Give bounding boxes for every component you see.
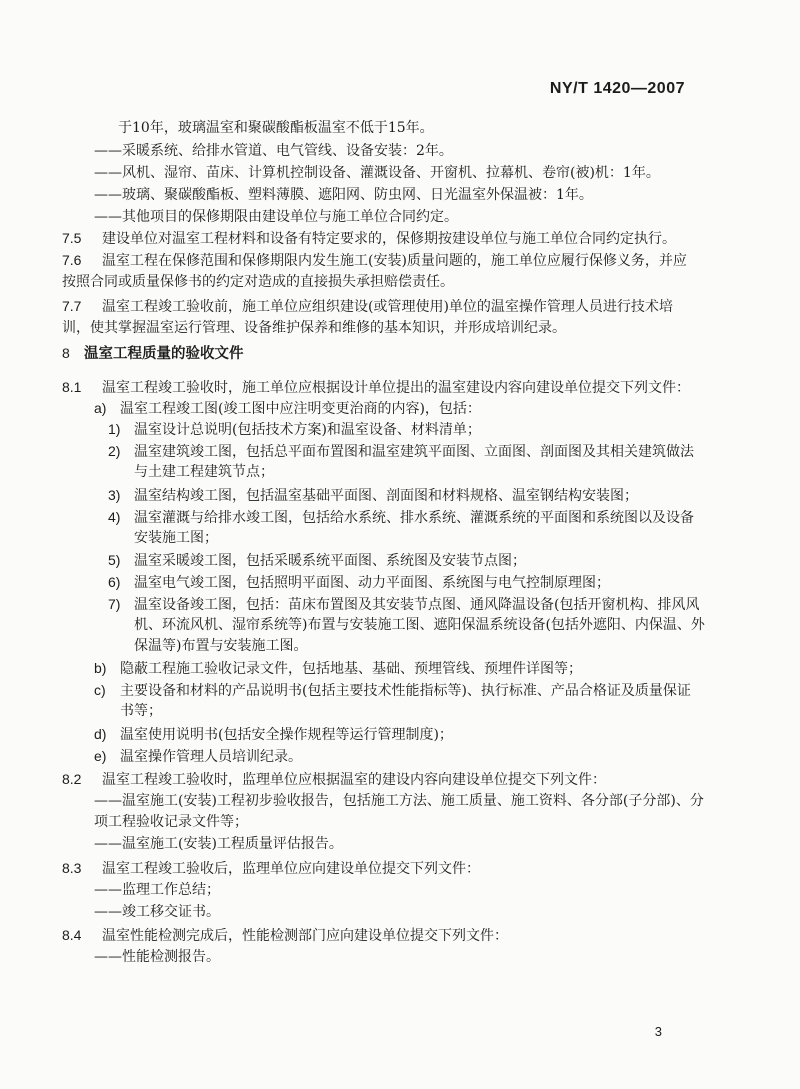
- subitem-text: 温室结构竣工图，包括温室基础平面图、剖面图和材料规格、温室钢结构安装图；: [134, 488, 638, 504]
- subitem-6: [108, 572, 610, 593]
- clause-8-3-dash-item: ——监理工作总结；: [94, 882, 220, 898]
- clause-number: 7.6: [62, 252, 82, 268]
- subitem-number: 3): [108, 487, 121, 503]
- item-label: a): [94, 400, 107, 416]
- clause-number: 8.3: [62, 860, 82, 876]
- section-number: 8: [62, 345, 70, 361]
- clause-8-4: [62, 925, 508, 946]
- clause-8-4-dash-item: ——性能检测报告。: [94, 949, 220, 965]
- para-7-4-dash-item: ——玻璃、聚碳酸酯板、塑料薄膜、遮阳网、防虫网、日光温室外保温被：1年。: [94, 187, 593, 203]
- item-label: e): [94, 748, 107, 764]
- item-b: [94, 658, 582, 679]
- clause-8-2: [62, 769, 606, 790]
- clause-text: 温室工程竣工验收时，施工单位应根据设计单位提出的温室建设内容向建设单位提交下列文件：: [102, 380, 690, 396]
- standard-code: NY/T 1420—2007: [549, 80, 685, 97]
- item-text: 温室操作管理人员培训纪录。: [120, 749, 302, 765]
- page-number: 3: [654, 1024, 662, 1039]
- subitem-number: 5): [108, 552, 121, 568]
- item-c: [94, 680, 691, 701]
- subitem-text: 温室设计总说明(包括技术方案)和温室设备、材料清单；: [134, 422, 481, 438]
- subitem-7-cont: 保温等)布置与安装施工图。: [134, 638, 308, 654]
- clause-text: 温室工程竣工验收前，施工单位应组织建设(或管理使用)单位的温室操作管理人员进行技术培: [102, 299, 673, 315]
- para-7-4-line: 于10年，玻璃温室和聚碳酸酯板温室不低于15年。: [118, 120, 434, 136]
- subitem-3: [108, 485, 638, 506]
- subitem-number: 1): [108, 421, 121, 437]
- subitem-number: 4): [108, 509, 121, 525]
- subitem-1: [108, 419, 481, 440]
- item-a: [94, 398, 481, 419]
- clause-number: 7.7: [62, 298, 82, 314]
- item-text: 主要设备和材料的产品说明书(包括主要技术性能指标等)、执行标准、产品合格证及质量保证: [120, 683, 691, 699]
- subitem-number: 2): [108, 443, 121, 459]
- item-label: b): [94, 660, 107, 676]
- section-title: 温室工程质量的验收文件: [84, 345, 244, 362]
- subitem-7: [108, 594, 699, 615]
- clause-7-7-cont: 训，使其掌握温室运行管理、设备维护保养和维修的基本知识，并形成培训纪录。: [62, 320, 566, 336]
- subitem-text: 温室电气竣工图，包括照明平面图、动力平面图、系统图与电气控制原理图；: [134, 575, 610, 591]
- clause-7-6: [62, 250, 687, 271]
- subitem-text: 温室建筑竣工图，包括总平面布置图和温室建筑平面图、立面图、剖面图及其相关建筑做法: [134, 444, 694, 460]
- item-label: c): [94, 682, 106, 698]
- clause-number: 7.5: [62, 230, 82, 246]
- item-d: [94, 724, 453, 745]
- subitem-4-cont: 安装施工图；: [134, 530, 218, 546]
- clause-8-2-dash-item: ——温室施工(安装)工程初步验收报告，包括施工方法、施工质量、施工资料、各分部(子分部)、分: [94, 793, 704, 809]
- para-7-4-dash-item: ——风机、湿帘、苗床、计算机控制设备、灌溉设备、开窗机、拉幕机、卷帘(被)机：1年。: [94, 165, 660, 181]
- item-e: [94, 746, 302, 767]
- clause-8-3-dash-item: ——竣工移交证书。: [94, 904, 220, 920]
- subitem-5: [108, 550, 526, 571]
- subitem-2: [108, 441, 694, 462]
- subitem-text: 温室设备竣工图，包括：苗床布置图及其安装节点图、通风降温设备(包括开窗机构、排风风: [134, 597, 700, 613]
- clause-number: 8.4: [62, 927, 82, 943]
- clause-7-6-cont: 按照合同或质量保修书的约定对造成的直接损失承担赔偿责任。: [62, 274, 454, 290]
- item-text: 温室工程竣工图(竣工图中应注明变更治商的内容)，包括：: [120, 401, 481, 417]
- clause-8-3: [62, 858, 480, 879]
- item-label: d): [94, 726, 107, 742]
- clause-number: 8.2: [62, 771, 82, 787]
- section-8-heading: [62, 343, 244, 364]
- subitem-number: 7): [108, 596, 121, 612]
- clause-text: 温室工程在保修范围和保修期限内发生施工(安装)质量问题的，施工单位应履行保修义务，并应: [102, 253, 687, 269]
- item-c-cont: 书等；: [120, 703, 162, 719]
- item-text: 隐蔽工程施工验收记录文件，包括地基、基础、预埋管线、预埋件详图等；: [120, 661, 582, 677]
- subitem-text: 温室灌溉与给排水竣工图，包括给水系统、排水系统、灌溉系统的平面图和系统图以及设备: [134, 510, 694, 526]
- clause-8-2-cont: 项工程验收记录文件等；: [94, 814, 248, 830]
- para-7-4-dash-item: ——采暖系统、给排水管道、电气管线、设备安装：2年。: [94, 143, 453, 159]
- subitem-4: [108, 507, 694, 528]
- item-text: 温室使用说明书(包括安全操作规程等运行管理制度)；: [120, 727, 453, 743]
- clause-text: 建设单位对温室工程材料和设备有特定要求的，保修期按建设单位与施工单位合同约定执行。: [102, 231, 676, 247]
- para-7-4-dash-item: ——其他项目的保修期限由建设单位与施工单位合同约定。: [94, 209, 458, 225]
- subitem-7-cont: 机、环流风机、湿帘系统等)布置与安装施工图、遮阳保温系统设备(包括外遮阳、内保温、外: [134, 617, 705, 633]
- clause-number: 8.1: [62, 379, 82, 395]
- subitem-text: 温室采暖竣工图，包括采暖系统平面图、系统图及安装节点图；: [134, 553, 526, 569]
- clause-text: 温室工程竣工验收后，监理单位应向建设单位提交下列文件：: [102, 861, 480, 877]
- clause-7-7: [62, 296, 673, 317]
- clause-text: 温室工程竣工验收时，监理单位应根据温室的建设内容向建设单位提交下列文件：: [102, 772, 606, 788]
- clause-text: 温室性能检测完成后，性能检测部门应向建设单位提交下列文件：: [102, 928, 508, 944]
- clause-7-5: [62, 228, 676, 249]
- clause-8-1: [62, 377, 690, 398]
- clause-8-2-dash-item: ——温室施工(安装)工程质量评估报告。: [94, 836, 343, 852]
- subitem-2-cont: 与土建工程建筑节点；: [134, 464, 274, 480]
- subitem-number: 6): [108, 574, 121, 590]
